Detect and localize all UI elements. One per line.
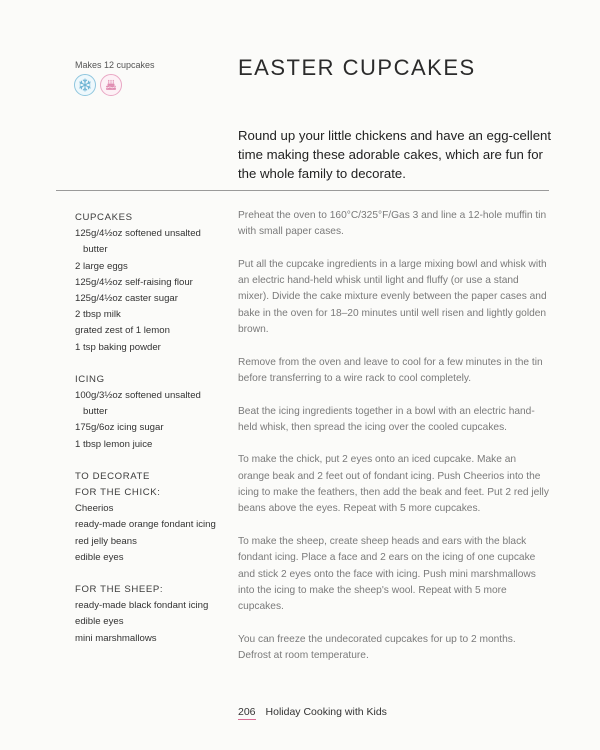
method-step: You can freeze the undecorated cupcakes for up to 2 months. Defrost at room temperature. [238, 633, 516, 662]
ingredient-item: 1 tbsp lemon juice [75, 438, 153, 450]
method-step: Remove from the oven and leave to cool for a few minutes in the tin before transferring to a wire rack to cool completely. [238, 356, 543, 384]
ingredient-item: 1 tsp baking powder [75, 341, 161, 353]
method-step: Preheat the oven to 160°C/325°F/Gas 3 and line a 12-hole muffin tin with small paper cases. [238, 210, 547, 238]
ingredient-item: Cheerios [75, 503, 114, 515]
ingredient-item: butter [83, 406, 108, 418]
yield-label: Makes 12 cupcakes [75, 60, 155, 70]
ingredients-heading-icing: ICING [75, 373, 105, 385]
method-steps [238, 208, 550, 681]
ingredient-item: 175g/6oz icing sugar [75, 422, 164, 434]
recipe-intro: Round up your little chickens and have an egg-cellent time making these adorable cakes, which are fun for the whole family to decorate. [238, 128, 552, 181]
ingredient-item: edible eyes [75, 616, 124, 628]
page-number: 206 [238, 706, 256, 718]
book-title: Holiday Cooking with Kids [265, 706, 387, 718]
ingredients-list [75, 210, 235, 647]
method-step: To make the chick, put 2 eyes onto an iced cupcake. Make an orange beak and 2 feet out of fondant icing. Push Cheerios into the icing to make the feathers, then add the beak and feet. Put 2 red jelly beans above the eyes. Repeat with 5 more cupcakes. [238, 454, 549, 515]
ingredients-heading-cupcakes: CUPCAKES [75, 212, 133, 223]
method-step: Put all the cupcake ingredients in a large mixing bowl and whisk with an electric hand-held whisk until light and fluffy (or use a stand mixer). Divide the cake mixture evenly between the paper cases and bake in the oven for 18–20 minutes until well risen and lightly golden brown. [238, 258, 547, 336]
ingredients-heading-sheep: FOR THE SHEEP: [75, 584, 164, 596]
method-step: Beat the icing ingredients together in a bowl with an electric hand-held whisk, then spread the icing over the cooled cupcakes. [238, 405, 535, 433]
ingredient-item: 2 large eggs [75, 260, 128, 272]
birthday-cake-icon [100, 74, 122, 96]
ingredient-item: 100g/3½oz softened unsalted [75, 390, 201, 402]
ingredients-heading-chick: FOR THE CHICK: [75, 487, 161, 499]
ingredient-item: mini marshmallows [75, 632, 157, 644]
ingredient-item: 2 tbsp milk [75, 309, 121, 321]
recipe-icons [74, 74, 122, 96]
ingredient-item: grated zest of 1 lemon [75, 325, 170, 337]
ingredients-heading-decorate: TO DECORATE [75, 470, 151, 482]
page-footer [238, 706, 387, 720]
ingredient-item: 125g/4½oz softened unsalted [75, 228, 201, 240]
ingredient-item: red jelly beans [75, 535, 137, 547]
ingredient-item: 125g/4½oz self-raising flour [75, 276, 193, 288]
snowflake-icon [74, 74, 96, 96]
method-step: To make the sheep, create sheep heads and ears with the black fondant icing. Place a face and 2 ears on the icing of one cupcake and stick 2 eyes onto the face with icing. Push mini marshmallows into the icing to make the sheep's wool. Repeat with 5 more cupcakes. [238, 535, 536, 613]
divider [56, 190, 549, 191]
ingredient-item: ready-made black fondant icing [75, 600, 209, 612]
ingredient-item: edible eyes [75, 551, 124, 563]
ingredient-item: ready-made orange fondant icing [75, 519, 216, 531]
ingredient-item: 125g/4½oz caster sugar [75, 293, 178, 305]
recipe-title: EASTER CUPCAKES [238, 55, 476, 80]
ingredient-item: butter [83, 244, 108, 256]
